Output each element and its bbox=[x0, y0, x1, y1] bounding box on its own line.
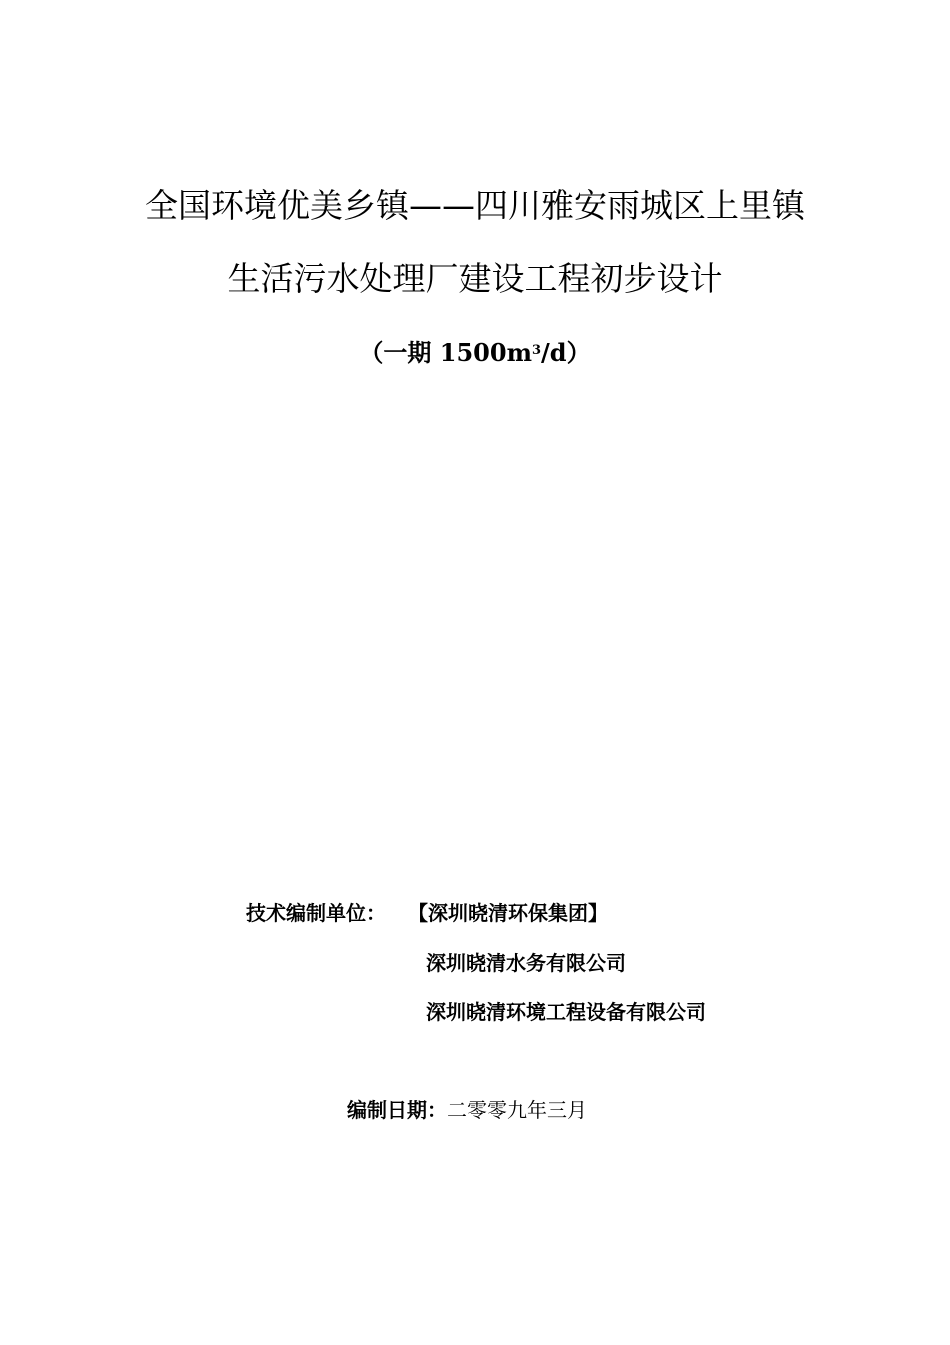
org-company-equipment: 深圳晓清环境工程设备有限公司 bbox=[426, 1000, 706, 1024]
subtitle-suffix: /d） bbox=[541, 338, 591, 367]
org-group-name: 【深圳晓清环保集团】 bbox=[408, 901, 608, 925]
compile-date bbox=[347, 1096, 587, 1124]
subtitle-prefix: （一期 1500m bbox=[359, 338, 532, 367]
org-label: 技术编制单位： bbox=[246, 901, 386, 925]
document-subtitle bbox=[0, 336, 950, 370]
org-company-water: 深圳晓清水务有限公司 bbox=[426, 951, 626, 975]
document-title-line1: 全国环境优美乡镇——四川雅安雨城区上里镇 bbox=[145, 186, 805, 225]
subtitle-superscript: 3 bbox=[531, 343, 542, 358]
document-title-line2: 生活污水处理厂建设工程初步设计 bbox=[227, 259, 723, 298]
date-value: 二零零九年三月 bbox=[447, 1098, 587, 1122]
date-label: 编制日期： bbox=[347, 1098, 447, 1122]
